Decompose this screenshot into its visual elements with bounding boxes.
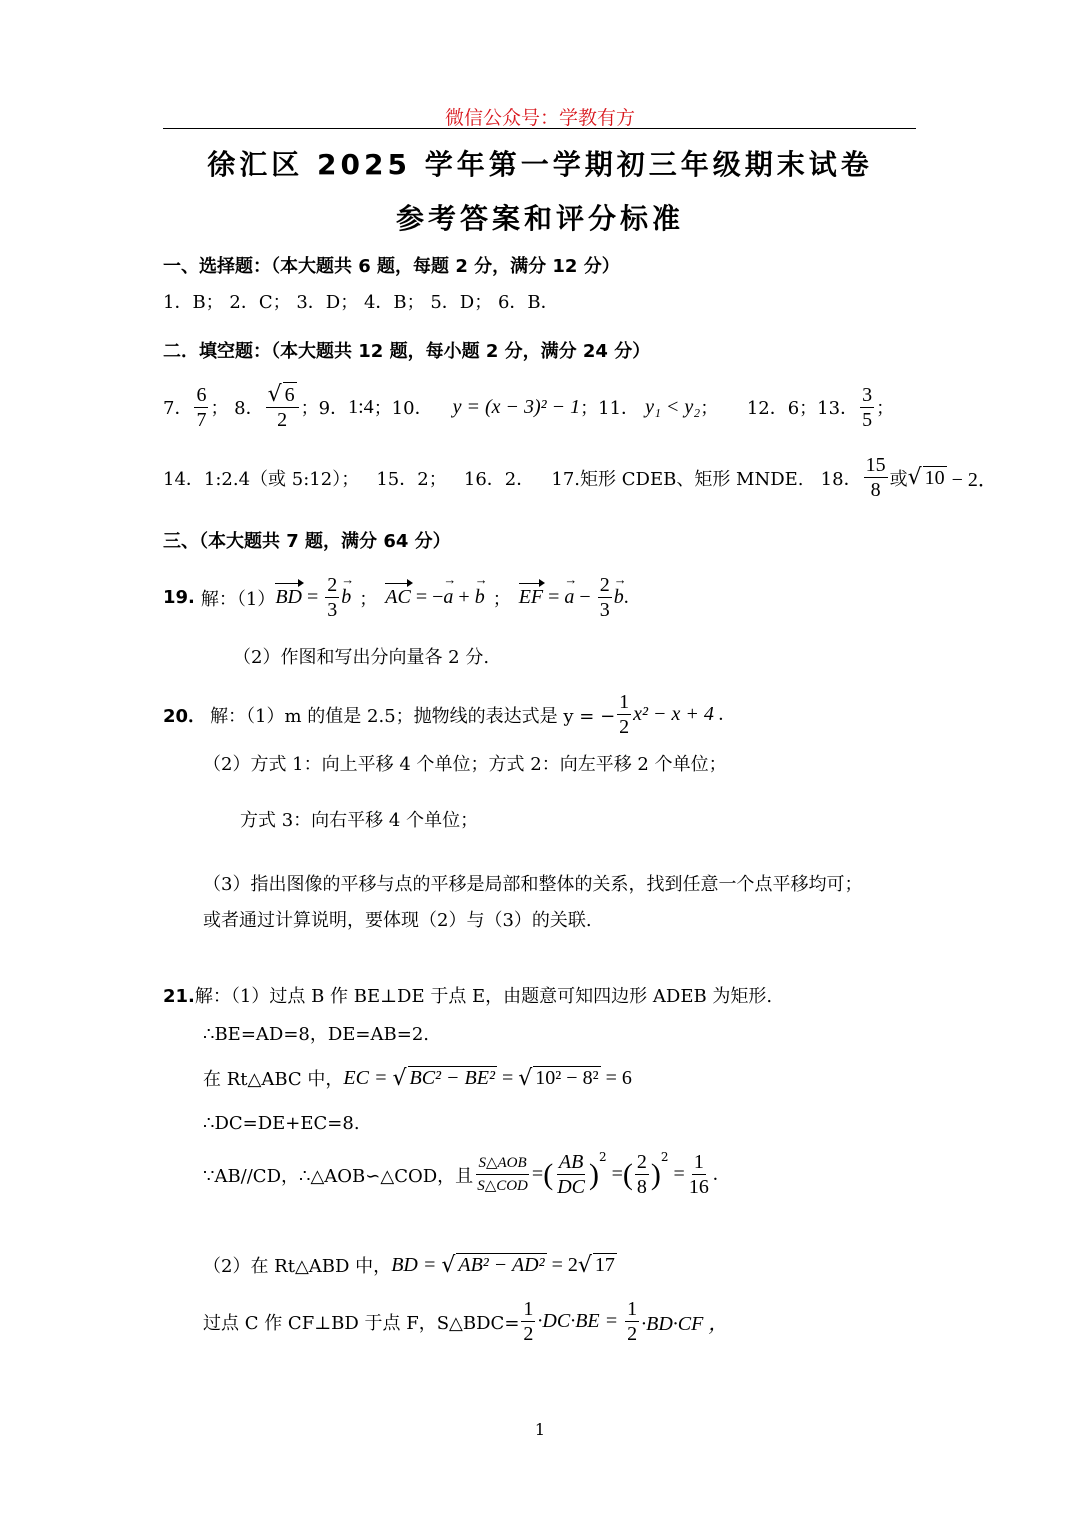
doc-subtitle: 参考答案和评分标准 [395,202,684,235]
sqrt-icon: √ [577,1252,592,1278]
q14-18-text: 14．1:2.4（或 5:12）； 15．2； 16．2． 17.矩形 CDEB、矩形 MNDE. 18． [163,468,862,490]
q7-num: 6 [196,383,207,406]
q20-part2: （2）方式 1：向上平移 4 个单位；方式 2：向左平移 2 个单位； [203,754,727,775]
q20-f-num: 1 [619,691,630,713]
vector-b: b → [341,586,351,609]
q21-7a: 过点 C 作 CF⊥BD 于点 F，S△BDC= [203,1312,520,1334]
q19-sep1: ； [359,588,378,610]
q21-6a: （2）在 Rt△ABD 中， [203,1256,392,1277]
q19-sep2: ； [492,588,511,610]
q21-ab-dc [555,1150,587,1199]
q19-intro: 解：（1） [200,588,276,610]
q19-plus: + [453,586,475,608]
q13-fraction [860,383,874,432]
page-number: 1 [534,1420,546,1439]
q9-label: ；9． [300,398,349,419]
q18-num: 15 [865,454,886,476]
vector-b-2: b → [475,586,485,609]
q18-or: 或 [889,468,908,490]
q20-fraction [617,690,631,739]
q10-label: ；10． [373,398,433,419]
q20-label: 20． [163,705,207,727]
wechat-header: 微信公众号：学教有方 [444,107,635,129]
q19-fraction-1 [325,573,339,622]
q7-fraction [194,383,208,432]
q18-den: 8 [870,479,881,501]
fill-row-1 [163,382,894,432]
q19-minus: − [574,586,596,608]
section1-answers: 1．B； 2．C； 3．D； 4．B； 5．D； 6．B． [163,292,559,313]
q21-2-8 [635,1150,649,1199]
doc-title: 徐汇区 2025 学年第一学期初三年级期末试卷 [207,148,873,181]
q21-7-frac2 [625,1297,639,1346]
sqrt-icon: √ [392,1065,407,1091]
vector-a-2: a → [564,586,574,609]
q19-eq2: = − [410,586,444,608]
q21-7-f1-den: 2 [523,1323,534,1345]
q21-s-den: S△COD [477,1178,528,1194]
q7-den: 7 [196,408,207,431]
q18-fraction [864,453,888,502]
q9-answer: 1:4 [348,395,374,418]
q21-line3 [203,1065,632,1091]
q19-eq3: = [543,586,565,608]
sqrt-icon: √ [518,1065,533,1091]
q18-end: − 2． [946,469,998,491]
q21-7-frac1 [521,1297,535,1346]
q21-line4: ∴DC=DE+EC=8. [203,1113,360,1134]
q13-end: ； [876,398,895,419]
q7-label: 7． [163,398,193,419]
q21-7-f2-num: 1 [627,1298,638,1320]
q19-fraction-2 [598,573,612,622]
q21-6b: BD = [391,1253,442,1276]
q21-area-ratio [475,1152,530,1197]
q8-radicand: 6 [284,384,295,406]
sqrt-icon: √ [441,1252,456,1278]
q19-f2-num: 2 [599,574,610,596]
q20-f-den: 2 [619,716,630,738]
q20-part2-cont: 方式 3：向右平移 4 个单位； [240,810,479,831]
vector-a: a → [443,586,453,609]
q19-part2: （2）作图和写出分向量各 2 分. [233,647,490,668]
vector-ac: AC [385,586,411,608]
q18-radicand: 10 [924,466,945,489]
q21-7-f2-den: 2 [627,1323,638,1345]
header-rule [163,128,916,129]
vector-b-3: b → [614,586,624,609]
q21-6e: 17 [594,1254,615,1276]
q8-den: 2 [277,409,288,431]
q21-line1 [163,982,772,1008]
vector-bd: BD [275,586,303,608]
q20-part1b: x² − x + 4 . [633,703,724,725]
q21-3f: = 6 [600,1066,632,1089]
section3-heading: 三、（本大题共 7 题，满分 64 分） [163,531,451,552]
q8-label: ； 8． [210,398,264,419]
q19-f2-den: 3 [599,599,610,621]
q21-line5: ∵AB//CD，∴△AOB∽△COD，且 $\frac{\text{S△AOB}}{\text{S△COD}}$ = ( $\frac{AB}{DC}$ ) 2 = ( $\frac{2}{8}$ ) 2 = $\frac{1}{16}$ . [203,1150,718,1198]
section1-heading: 一、选择题：（本大题共 6 题，每题 2 分，满分 12 分） [163,256,620,277]
q19-eq1: = [302,586,324,608]
q21-line7 [203,1297,728,1346]
vector-ef: EF [518,586,544,608]
q21-1: 1 [693,1151,704,1173]
q21-7c: ·BD·CF ， [641,1313,729,1335]
sqrt-icon: √ [907,465,922,490]
q20-part3-cont: 或者通过计算说明，要体现（2）与（3）的关联. [203,910,592,931]
section2-heading: 二．填空题：（本大题共 12 题，每小题 2 分，满分 24 分） [163,341,651,362]
q19-f1-num: 2 [327,574,338,596]
q21-s-num: S△AOB [476,1152,528,1175]
q20-line1 [163,690,724,739]
q13-num: 3 [862,383,873,406]
q11-label: ；11． [580,398,640,419]
q21-dc: DC [557,1176,585,1198]
q21-label: 21. [163,986,195,1007]
q20-part1a: 解：（1）m 的值是 2.5；抛物线的表达式是 y = − [210,705,616,727]
q21-16: 16 [688,1176,709,1198]
q21-line6 [203,1252,617,1278]
q10-answer: y = (x − 3)² − 1 [452,395,581,418]
q21-2: 2 [636,1151,647,1173]
q21-6d: = 2 [546,1253,578,1276]
q21-ab: AB [558,1151,584,1173]
q21-7-f1-num: 1 [523,1298,534,1320]
q21-3e: 10² − 8² [535,1067,599,1089]
q19-label: 19. [163,587,195,608]
fill-row-2 [163,453,998,502]
sqrt-icon: √ [267,382,282,407]
q19-f1-den: 3 [327,599,338,621]
q8-fraction [266,382,299,432]
q13-den: 5 [862,408,873,431]
q12-label: ； 12．6；13． [700,398,859,419]
q21-3c: BC² − BE² [409,1067,495,1089]
q21-3d: = [496,1066,519,1089]
q21-8: 8 [636,1176,647,1198]
q21-6c: AB² − AD² [458,1254,545,1276]
q21-7b: ·DC·BE = [537,1310,624,1332]
q11-answer: y₁ < y₂ [645,395,701,418]
q19-line1 [163,573,629,622]
q19-end: . [623,586,629,608]
q21-3b: EC = [343,1066,393,1089]
q21-5a: ∵AB//CD，∴△AOB∽△COD，且 [203,1165,474,1187]
q21-3a: 在 Rt△ABC 中， [203,1069,344,1090]
q21-part1: 解：（1）过点 B 作 BE⊥DE 于点 E，由题意可知四边形 ADEB 为矩形. [194,986,773,1007]
q21-1-16 [687,1150,711,1199]
q20-part3: （3）指出图像的平移与点的平移是局部和整体的关系，找到任意一个点平移均可； [203,874,863,895]
q21-line2: ∴BE=AD=8，DE=AB=2. [203,1024,430,1045]
